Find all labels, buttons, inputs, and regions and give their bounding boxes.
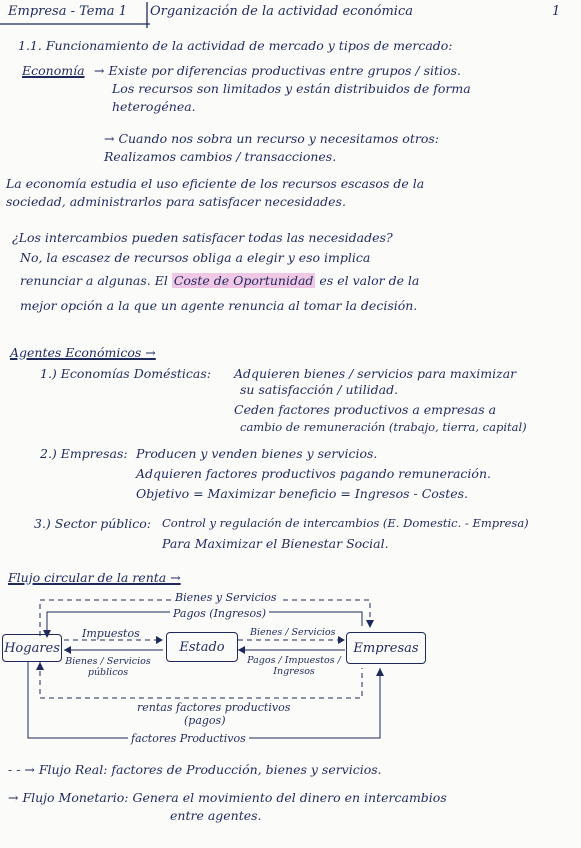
economia-line: → Existe por diferencias productivas entre grupos / sitios. — [94, 63, 461, 78]
answer-line: mejor opción a la que un agente renuncia al tomar la decisión. — [20, 298, 418, 313]
agente-line: su satisfacción / utilidad. — [240, 382, 399, 397]
agente-line: Adquieren bienes / servicios para maximizar — [234, 366, 517, 381]
highlight-coste-oportunidad: Coste de Oportunidad — [173, 273, 314, 288]
agente-label: 1.) Economías Domésticas: — [40, 366, 212, 381]
legend-flujo-real: - - → Flujo Real: factores de Producción, bienes y servicios. — [8, 762, 382, 777]
flow-label-pagos-impuestos: Pagos / Impuestos / Ingresos — [247, 655, 341, 677]
subject-label: Empresa - Tema 1 — [8, 4, 127, 19]
answer-line — [20, 273, 419, 288]
agente-label: 3.) Sector público: — [34, 516, 152, 531]
economia-line: → Cuando nos sobra un recurso y necesitamos otros: — [104, 131, 439, 146]
agentes-title: Agentes Económicos → — [10, 345, 156, 360]
agente-line: Producen y venden bienes y servicios. — [136, 446, 378, 461]
flow-label-top2: Pagos (Ingresos) — [170, 606, 269, 621]
flow-label-bienes-servicios: Bienes / Servicios — [250, 627, 336, 638]
answer-text: renunciar a algunas. El — [20, 273, 168, 288]
page-title: Organización de la actividad económica — [150, 4, 413, 19]
economia-label: Economía — [22, 63, 85, 78]
agente-line: Control y regulación de intercambios (E. Domestic. - Empresa) — [162, 516, 529, 530]
flow-label-pagos: (pagos) — [184, 714, 226, 727]
definition-line: La economía estudia el uso eficiente de los recursos escasos de la — [6, 176, 425, 191]
page-number: 1 — [552, 4, 561, 19]
section-title: 1.1. Funcionamiento de la actividad de mercado y tipos de mercado: — [18, 38, 453, 53]
economia-line: Realizamos cambios / transacciones. — [104, 149, 337, 164]
agente-label: 2.) Empresas: — [40, 446, 128, 461]
flow-label-factores: factores Productivos — [128, 731, 249, 746]
legend-flujo-monetario: → Flujo Monetario: Genera el movimiento del dinero en intercambios — [8, 790, 447, 805]
flujo-title: Flujo circular de la renta → — [8, 570, 181, 585]
answer-line: No, la escasez de recursos obliga a elegir y eso implica — [20, 250, 371, 265]
agente-line: cambio de remuneración (trabajo, tierra, capital) — [240, 420, 527, 434]
answer-text: es el valor de la — [319, 273, 420, 288]
agente-line: Objetivo = Maximizar beneficio = Ingresos - Costes. — [136, 486, 469, 501]
estado-box: Estado — [166, 632, 238, 662]
flow-label-bienes-publicos: Bienes / Servicios públicos — [65, 656, 151, 678]
economia-line: heterogénea. — [112, 99, 196, 114]
legend-flujo-monetario-cont: entre agentes. — [170, 808, 262, 823]
definition-line: sociedad, administrarlos para satisfacer necesidades. — [6, 194, 346, 209]
hogares-box: Hogares — [2, 634, 62, 662]
flow-label-impuestos: Impuestos — [82, 627, 140, 640]
agente-line: Ceden factores productivos a empresas a — [234, 402, 497, 417]
flow-label-rentas: rentas factores productivos — [134, 700, 293, 715]
question-line: ¿Los intercambios pueden satisfacer todas las necesidades? — [12, 230, 393, 245]
economia-line: Los recursos son limitados y están distribuidos de forma — [112, 81, 471, 96]
agente-line: Para Maximizar el Bienestar Social. — [162, 536, 389, 551]
empresas-box: Empresas — [346, 632, 426, 664]
agente-line: Adquieren factores productivos pagando remuneración. — [136, 466, 491, 481]
flow-label-top: Bienes y Servicios — [172, 590, 280, 605]
